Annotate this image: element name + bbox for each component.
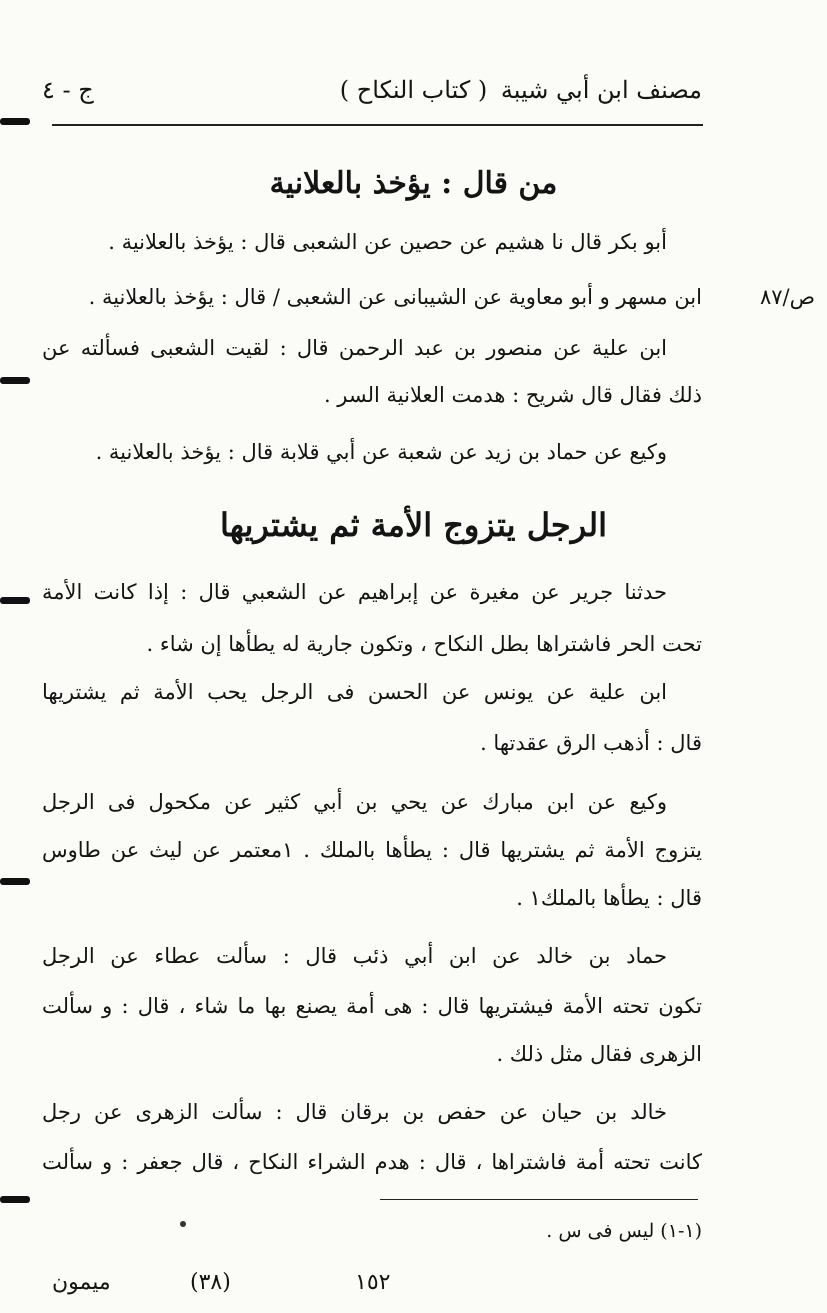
text-line: حدثنا جرير عن مغيرة عن إبراهيم عن الشعبي قال : إذا كانت الأمة	[42, 580, 667, 604]
text-line: قال : أذهب الرق عقدتها .	[480, 731, 702, 755]
text-line: وكيع عن حماد بن زيد عن شعبة عن أبي قلابة قال : يؤخذ بالعلانية .	[95, 440, 667, 464]
text-line: قال : يطأها بالملك١ .	[516, 886, 702, 910]
binding-mark	[0, 1196, 30, 1203]
footnote-rule	[380, 1199, 698, 1200]
running-header-chapter: ( كتاب النكاح )	[339, 76, 488, 104]
binding-mark	[0, 597, 30, 604]
ink-speck	[180, 1221, 186, 1227]
section-title-1: من قال : يؤخذ بالعلانية	[269, 166, 558, 201]
header-rule	[52, 124, 703, 126]
text-line: كانت تحته أمة فاشتراها ، قال : هدم الشراء النكاح ، قال جعفر : و سألت	[42, 1150, 702, 1174]
running-header-volume: ج - ٤	[42, 76, 94, 104]
binding-mark	[0, 878, 30, 885]
text-line: ابن علية عن يونس عن الحسن فى الرجل يحب الأمة ثم يشتريها	[42, 680, 667, 704]
text-line: تحت الحر فاشتراها بطل النكاح ، وتكون جارية له يطأها إن شاء .	[146, 632, 702, 656]
running-header-book: مصنف ابن أبي شيبة	[500, 76, 702, 104]
text-line: ذلك فقال قال شريح : هدمت العلانية السر .	[323, 383, 702, 407]
text-line: وكيع عن ابن مبارك عن يحي بن أبي كثير عن مكحول فى الرجل	[42, 790, 667, 814]
text-line: حماد بن خالد عن ابن أبي ذئب قال : سألت عطاء عن الرجل	[42, 944, 667, 968]
binding-mark	[0, 118, 30, 125]
text-line: الزهرى فقال مثل ذلك .	[496, 1042, 702, 1066]
text-line: أبو بكر قال نا هشيم عن حصين عن الشعبى قال : يؤخذ بالعلانية .	[108, 230, 667, 254]
signature-mark: ميمون	[52, 1270, 111, 1295]
binding-mark	[0, 377, 30, 384]
margin-page-reference: ص/٨٧	[759, 285, 815, 309]
sheet-number: (٣٨)	[190, 1270, 231, 1295]
text-line: ابن مسهر و أبو معاوية عن الشيبانى عن الشعبى / قال : يؤخذ بالعلانية .	[88, 285, 702, 309]
footnote: (١-١) ليس فى س .	[546, 1220, 702, 1242]
page-number: ١٥٢	[355, 1270, 391, 1295]
text-line: خالد بن حيان عن حفص بن برقان قال : سألت الزهرى عن رجل	[42, 1100, 667, 1124]
text-line: تكون تحته الأمة فيشتريها قال : هى أمة يصنع بها ما شاء ، قال : و سألت	[42, 994, 702, 1018]
text-line: ابن علية عن منصور بن عبد الرحمن قال : لقيت الشعبى فسألته عن	[42, 336, 667, 360]
section-title-2: الرجل يتزوج الأمة ثم يشتريها	[219, 506, 607, 544]
text-line: يتزوج الأمة ثم يشتريها قال : يطأها بالملك . ١معتمر عن ليث عن طاوس	[42, 838, 702, 862]
